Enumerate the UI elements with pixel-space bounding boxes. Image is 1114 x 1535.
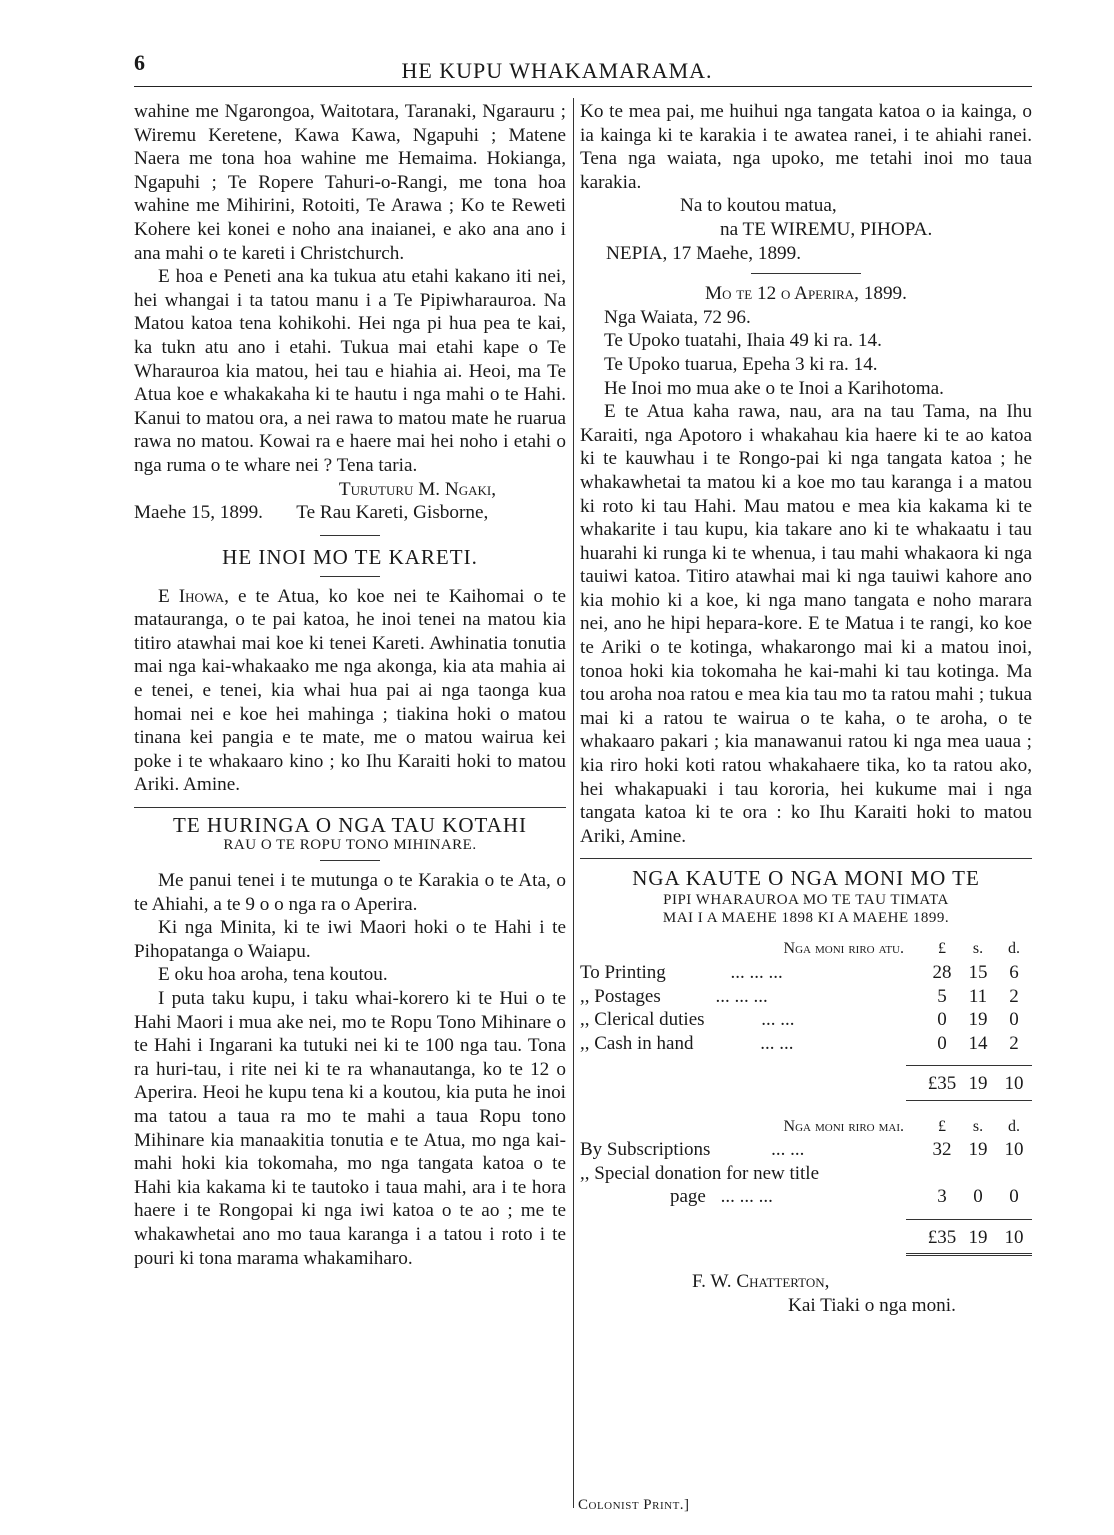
table-row bbox=[580, 961, 1032, 985]
separator bbox=[320, 535, 380, 536]
separator bbox=[580, 858, 1032, 859]
row-pounds: 0 bbox=[937, 1009, 947, 1030]
section-subheading: RAU O TE ROPU TONO MIHINARE. bbox=[223, 837, 477, 854]
separator bbox=[320, 576, 380, 577]
expenditure-label: Nga moni riro atu. bbox=[783, 940, 904, 958]
row-pence: 10 bbox=[1004, 1139, 1024, 1161]
total-pence: 10 bbox=[1004, 1073, 1024, 1094]
prayer-text: e te Atua, ko koe nei te Kaihomai o te matauranga, o te pai katoa, he inoi tenei na matou kia titiro atawhai mai koe ki tenei Kareti. Awhinatia tonutia mai nga kai-whakaako me nga akonga, kia ata mahia ai e tenei, e tenei, kia whai hua pai ai nga taonga kua homai nei e koe hei mahinga ; tiakina hoki o matou tinana kei pangia e te mate, me o matou wairua kei poke i te whakaaro kino ; ko Ihu Karaiti hoki to matou Ariki. Amine. bbox=[134, 585, 567, 796]
list-item: Te Upoko tuatahi, Ihaia 49 ki ra. 14. bbox=[604, 330, 882, 352]
separator bbox=[751, 273, 861, 274]
paragraph: E hoa e Peneti ana ka tukua atu etahi kakano iti nei, hei whangai i ta tatou manu i a Te Pipiwharauroa. Na Matou katoa tena kohikohi. Hei nga pi hua pea te kai, ka tukn atu ano i etahi. Tukua mai etahi kape o Te Wharauroa kia matou, hei tau e hiahia ai. Heoi, ma Te Atua koe e whakakaha ki te hautu i nga mahi o te Hahi. Kanui to matou ora, a nei rawa to matou mate he ruarua rawa no matou. Kowai ra e haere mai hei noho i etahi o nga ruma o te whare nei ? Tena taria. bbox=[134, 266, 566, 476]
paragraph: Ki nga Minita, ki te iwi Maori hoki o te Hahi i te Pihopatanga o Waiapu. bbox=[134, 917, 566, 962]
row-desc: ,, Postages ... ... ... bbox=[580, 985, 768, 1007]
section-heading: HE INOI MO TE KARETI. bbox=[222, 544, 478, 569]
paragraph: Me panui tenei i te mutunga o te Karakia o te Ata, o te Ahiahi, a te 9 o o nga ra o Aperira. bbox=[134, 870, 566, 915]
col-pence: d. bbox=[1008, 940, 1020, 958]
row-pounds: 5 bbox=[937, 985, 947, 1007]
total-row bbox=[580, 1226, 1032, 1250]
paragraph: Ko te mea pai, me huihui nga tangata katoa o ia kainga, o ia kainga ki te karakia i te awatea ranei, i te ahiahi ranei. Tena nga waiata, nga upoko, me tetahi inoi mo taua karakia. bbox=[580, 101, 1032, 193]
total-pounds: £35 bbox=[927, 1073, 957, 1094]
col-shillings: s. bbox=[972, 940, 984, 958]
col-pounds: £ bbox=[938, 1117, 946, 1135]
signature-line: Na to koutou matua, bbox=[680, 195, 837, 217]
total-pounds: £35 bbox=[927, 1226, 957, 1248]
section-heading: TE HURINGA O NGA TAU KOTAHI bbox=[173, 813, 527, 838]
row-desc: ,, Special donation for new title bbox=[580, 1162, 820, 1184]
total-shillings: 19 bbox=[968, 1073, 988, 1094]
column-divider bbox=[573, 98, 574, 1508]
accounts-heading: NGA KAUTE O NGA MONI MO TE bbox=[632, 866, 980, 891]
row-shillings: 19 bbox=[968, 1139, 988, 1161]
row-pence: 0 bbox=[1009, 1009, 1019, 1030]
list-item: Nga Waiata, 72 96. bbox=[604, 306, 751, 328]
table-row bbox=[580, 1162, 1032, 1186]
total-rule bbox=[906, 1100, 1032, 1101]
list-item: Te Upoko tuarua, Epeha 3 ki ra. 14. bbox=[604, 353, 878, 375]
signature-date: Maehe 15, 1899. bbox=[134, 502, 263, 524]
signature-line: NEPIA, 17 Maehe, 1899. bbox=[606, 242, 802, 264]
row-pounds: 28 bbox=[932, 962, 952, 983]
income-table bbox=[580, 1138, 1032, 1256]
income-label: Nga moni riro mai. bbox=[783, 1117, 904, 1135]
row-shillings: 15 bbox=[968, 962, 988, 983]
left-column bbox=[134, 100, 566, 1270]
accounts-subheading: PIPI WHARAUROA MO TE TAU TIMATA bbox=[663, 892, 949, 909]
signature-line: na TE WIREMU, PIHOPA. bbox=[720, 218, 933, 240]
signature-place: Te Rau Kareti, Gisborne, bbox=[296, 502, 489, 524]
row-pounds: 0 bbox=[937, 1032, 947, 1054]
accounts-subheading: MAI I A MAEHE 1898 KI A MAEHE 1899. bbox=[662, 910, 950, 927]
separator bbox=[134, 807, 566, 808]
total-rule bbox=[906, 1065, 1032, 1066]
expenditure-table bbox=[580, 961, 1032, 1101]
total-row bbox=[580, 1072, 1032, 1096]
row-shillings: 11 bbox=[968, 985, 988, 1007]
date-heading: Mo te 12 o Aperira, 1899. bbox=[705, 283, 907, 305]
col-pounds: £ bbox=[938, 940, 946, 958]
row-desc: By Subscriptions ... ... bbox=[580, 1139, 805, 1161]
paragraph: I puta taku kupu, i taku whai-korero ki te Hui o te Hahi Maori i mua ake nei, mo te Ropu Tono Mihinare o te Hahi i Ingarani ka tutuki nei ki te 100 nga tau. Tona ra huri-tau, i rite nei ki te ra whanautanga, ko te 12 o Aperira. Heoi he kupu tena ki a koutou, kia puta he inoi ma tatou a taua ra mo te mahi a taua Ropu tono Mihinare kia manaakitia tonutia e te Atua, mo nga kai-mahi hoki kia tokomaha, mo nga tangata katoa o te Hahi kia kakama ki te tautoko i taua mahi, ara i te hora haere i te Rongopai ki nga iwi katoa o te ao ; me te whakawhetai ano mo taua karanga i a tatou i roto i te pouri ki tona marama whakamiharo. bbox=[134, 988, 566, 1269]
row-pounds: 32 bbox=[932, 1139, 952, 1161]
header-rule bbox=[134, 86, 1032, 87]
total-double-rule bbox=[906, 1253, 1032, 1256]
table-row bbox=[580, 985, 1032, 1009]
right-column bbox=[580, 100, 1032, 1317]
row-desc: page ... ... ... bbox=[670, 1186, 773, 1208]
table-row bbox=[580, 1185, 1032, 1209]
printer-mark: Colonist Print.] bbox=[578, 1497, 690, 1513]
income-header bbox=[580, 1115, 1032, 1139]
paragraph: wahine me Ngarongoa, Waitotara, Taranaki, Ngarauru ; Wiremu Keretene, Kawa Kawa, Ngapuhi ; Matene Naera me tona hoa wahine me Hemaima. Hokianga, Ngapuhi ; Te Ropere Tahuri-o-Rangi, me tona hoa wahine me Mihirini, Rotoiti, Te Arawa ; Ko te Reweti Kohere kei konei e noho ana inaianei, e ako ana ano i ana mahi o te kareti i Christchurch. bbox=[134, 101, 566, 264]
row-pounds: 3 bbox=[937, 1186, 947, 1208]
row-pence: 6 bbox=[1009, 962, 1019, 983]
table-row bbox=[580, 1008, 1032, 1032]
signature-line bbox=[134, 501, 566, 525]
page-title: HE KUPU WHAKAMARAMA. bbox=[401, 58, 713, 83]
prayer-paragraph bbox=[134, 585, 566, 797]
signature-name: Turuturu M. Ngaki, bbox=[338, 478, 496, 500]
page-number: 6 bbox=[134, 50, 145, 75]
row-shillings: 19 bbox=[968, 1009, 988, 1030]
table-row bbox=[580, 1138, 1032, 1162]
row-shillings: 0 bbox=[973, 1186, 983, 1208]
prayer-text: E te Atua kaha rawa, nau, ara na tau Tama, na Ihu Karaiti, nga Apotoro i whakahau kia haere ki te ao katoa ki te kauwhau i te Rongo-pai ki nga tangata katoa ; he whakawhetai ta matou ki a koe mo tau karanga i a matou ki roto ki tau Hahi. Mau matou e mea kia kakama ki te whakarite i tau kupu, kia takare ano ki te whakaatu i tau huarahi ki runga ki te whenua, i tau mahi whakaora ki nga tauiwi katoa. Titiro atawhai mai ki nga tauiwi kahore ano kia mohio ki a koe, ki nga mano tangata e noho marara nei, ano he hipi hepara-kore. E te Matua i te rangi, ko koe te Ariki o te kotinga, whakarongo mai ki a matou inoi, tonoa hoki kia tokomaha he kai-mahi ki tau kotinga. Ma tou aroha noa ratou e mea kia tau mo ta ratou mahi ; tukua mai ki a ratou te wairua o te kaha, o te aroha, o te whakaaro pakari ; kia manawanui ratou ki nga mea uaua ; kia riro hoki koti ratou whakahaere tika, ko ta ratou ako, hei whakapuaki i tau kororia, hei kukume mai i nga tangata katoa ki te ora : ko Ihu Karaiti hoki to matou Ariki, Amine. bbox=[580, 401, 1032, 847]
row-desc: To Printing ... ... ... bbox=[580, 962, 783, 983]
separator bbox=[320, 860, 380, 861]
table-row bbox=[580, 1032, 1032, 1056]
paragraph: E oku hoa aroha, tena koutou. bbox=[158, 964, 388, 986]
list-item: He Inoi mo mua ake o te Inoi a Karihotoma. bbox=[604, 377, 944, 399]
row-pence: 2 bbox=[1009, 1032, 1019, 1054]
row-desc: ,, Cash in hand ... ... bbox=[580, 1032, 794, 1054]
row-desc: ,, Clerical duties ... ... bbox=[580, 1009, 795, 1030]
row-pence: 2 bbox=[1009, 985, 1019, 1007]
row-pence: 0 bbox=[1009, 1186, 1019, 1208]
col-pence: d. bbox=[1008, 1117, 1020, 1135]
closing-name: F. W. Chatterton, bbox=[692, 1271, 830, 1293]
col-shillings: s. bbox=[972, 1117, 984, 1135]
total-rule bbox=[906, 1219, 1032, 1220]
total-pence: 10 bbox=[1004, 1226, 1024, 1248]
closing-role: Kai Tiaki o nga moni. bbox=[788, 1294, 956, 1316]
total-shillings: 19 bbox=[968, 1226, 988, 1248]
prayer-lead: E Ihowa, bbox=[158, 585, 229, 607]
row-shillings: 14 bbox=[968, 1032, 988, 1054]
expenditure-header bbox=[580, 937, 1032, 961]
